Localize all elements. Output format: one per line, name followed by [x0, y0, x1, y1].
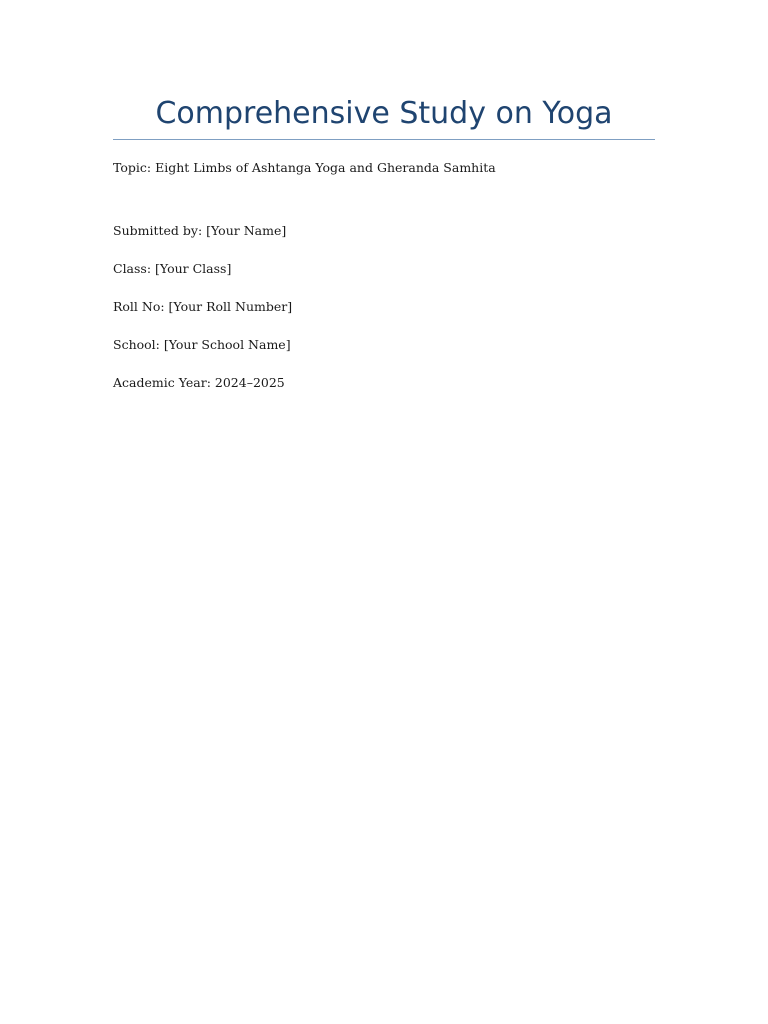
roll-number-line: Roll No: [Your Roll Number]	[113, 299, 293, 314]
document-title: Comprehensive Study on Yoga	[155, 96, 613, 131]
class-line: Class: [Your Class]	[113, 261, 232, 276]
academic-year-line: Academic Year: 2024–2025	[113, 375, 285, 390]
topic-line: Topic: Eight Limbs of Ashtanga Yoga and Gheranda Samhita	[113, 160, 496, 175]
submitted-by-line: Submitted by: [Your Name]	[113, 223, 287, 238]
title-underline-divider	[113, 139, 655, 140]
school-line: School: [Your School Name]	[113, 337, 291, 352]
